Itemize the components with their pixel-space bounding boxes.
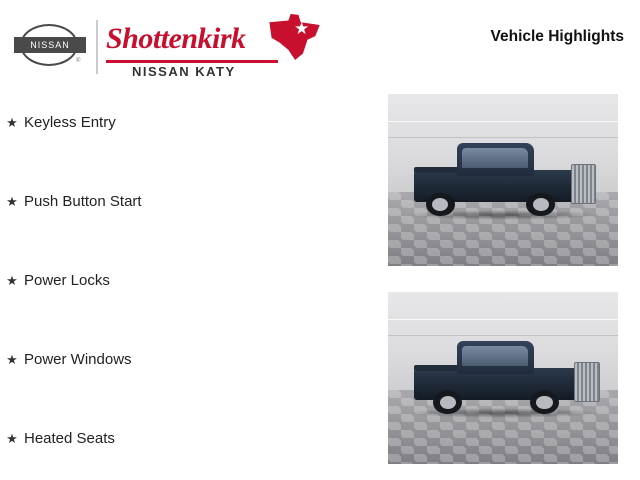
truck-windows [462,346,528,367]
wall-seam [388,121,618,122]
vehicle-photo-side[interactable] [388,292,618,464]
truck-illustration [406,338,599,417]
nissan-emblem-bar [14,37,86,53]
page-header [0,0,640,88]
list-item [0,264,372,296]
wheel-rim [440,396,456,409]
dealer-subtitle: NISSAN KATY [132,64,236,79]
vehicle-photo-front-three-quarter[interactable] [388,94,618,266]
star-icon: ★ [6,193,18,209]
list-item [0,106,372,138]
texas-state-icon [266,14,322,60]
feature-label: Push Button Start [24,192,142,210]
dealer-brand-block [106,16,318,82]
star-icon: ★ [6,114,18,130]
list-item [0,185,372,217]
star-icon: ★ [294,19,310,38]
dealer-name: Shottenkirk [106,22,246,55]
list-item [0,422,372,454]
registered-mark: ® [76,58,81,64]
feature-label: Power Locks [24,271,110,289]
list-item [0,343,372,375]
wall-seam [388,319,618,320]
showroom-background [388,94,618,266]
wall-seam [388,335,618,336]
star-icon: ★ [6,272,18,288]
truck-wheel [530,391,559,415]
dealer-name-underline [106,60,278,63]
feature-label: Heated Seats [24,429,115,447]
vehicle-highlights-list [0,96,372,472]
wall-seam [388,137,618,138]
truck-illustration [406,140,599,219]
nissan-emblem-icon [14,22,86,70]
page-title: Vehicle Highlights [490,28,624,45]
feature-label: Power Windows [24,350,132,368]
truck-grille-guard [574,362,599,402]
truck-grille-guard [571,164,596,204]
showroom-background [388,292,618,464]
star-icon: ★ [6,430,18,446]
wheel-rim [533,198,549,211]
wheel-rim [432,198,448,211]
nissan-wordmark: NISSAN [30,40,70,50]
truck-windows [462,148,528,169]
star-icon: ★ [6,351,18,367]
truck-wheel [426,193,455,217]
wheel-rim [536,396,552,409]
logo-divider [96,20,98,74]
dealer-logo [10,8,320,82]
feature-label: Keyless Entry [24,113,116,131]
